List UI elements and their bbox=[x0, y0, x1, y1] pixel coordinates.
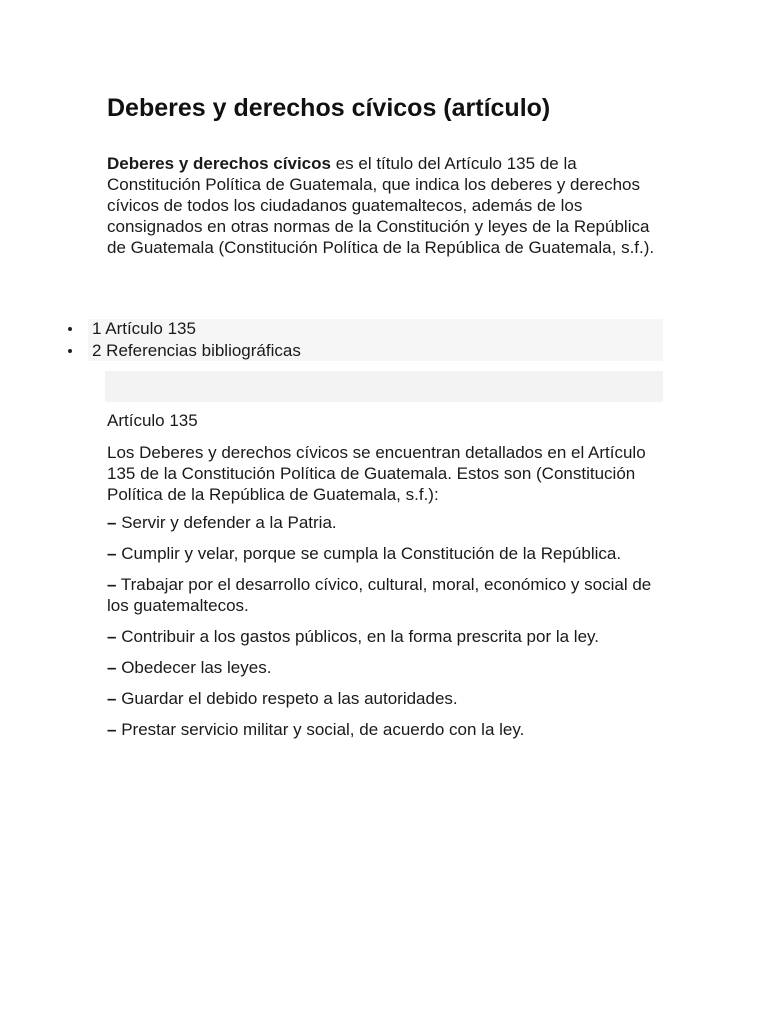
dash-marker: – bbox=[107, 627, 117, 646]
list-item bbox=[107, 512, 667, 533]
list-item bbox=[107, 688, 667, 709]
duty-text: Contribuir a los gastos públicos, en la forma prescrita por la ley. bbox=[116, 627, 599, 646]
toc-item-label[interactable]: 1 Artículo 135 bbox=[92, 319, 196, 338]
list-item bbox=[107, 574, 667, 616]
article-title: Deberes y derechos cívicos (artículo) bbox=[107, 94, 551, 122]
duty-text: Obedecer las leyes. bbox=[116, 658, 272, 677]
dash-marker: – bbox=[107, 720, 117, 739]
bullet-icon bbox=[68, 349, 72, 353]
section-heading: Artículo 135 bbox=[107, 411, 198, 430]
dash-marker: – bbox=[107, 513, 117, 532]
list-item bbox=[107, 719, 667, 740]
toc-item-articulo-135[interactable] bbox=[66, 318, 301, 340]
list-item bbox=[107, 626, 667, 647]
dash-marker: – bbox=[107, 689, 117, 708]
intro-paragraph bbox=[107, 153, 667, 258]
table-of-contents bbox=[66, 318, 301, 362]
intro-text: es el título del Artículo 135 de la Constitución Política de Guatemala, que indica los deberes y derechos cívicos de todos los ciudadanos guatemaltecos, además de los consignados en otras normas de la Constitución y leyes de la República de Guatemala (Constitución Política de la República de Guatemala, s.f.). bbox=[107, 154, 655, 257]
duty-text: Prestar servicio militar y social, de acuerdo con la ley. bbox=[116, 720, 525, 739]
list-item bbox=[107, 543, 667, 564]
duty-text: Trabajar por el desarrollo cívico, cultural, moral, económico y social de los guatemaltecos. bbox=[107, 575, 652, 615]
duties-list bbox=[107, 512, 667, 750]
intro-bold-term: Deberes y derechos cívicos bbox=[107, 154, 331, 173]
dash-marker: – bbox=[107, 658, 117, 677]
section-paragraph: Los Deberes y derechos cívicos se encuentran detallados en el Artículo 135 de la Constitución Política de Guatemala. Estos son (Constitución Política de la República de Guatemala, s.f.): bbox=[107, 443, 646, 504]
list-item bbox=[107, 657, 667, 678]
duty-text: Cumplir y velar, porque se cumpla la Constitución de la República. bbox=[116, 544, 622, 563]
duty-text: Guardar el debido respeto a las autoridades. bbox=[116, 689, 458, 708]
toc-item-label[interactable]: 2 Referencias bibliográficas bbox=[92, 341, 301, 360]
divider-bar bbox=[105, 371, 663, 402]
dash-marker: – bbox=[107, 544, 117, 563]
toc-item-referencias[interactable] bbox=[66, 340, 301, 362]
dash-marker: – bbox=[107, 575, 117, 594]
duty-text: Servir y defender a la Patria. bbox=[116, 513, 337, 532]
bullet-icon bbox=[68, 327, 72, 331]
